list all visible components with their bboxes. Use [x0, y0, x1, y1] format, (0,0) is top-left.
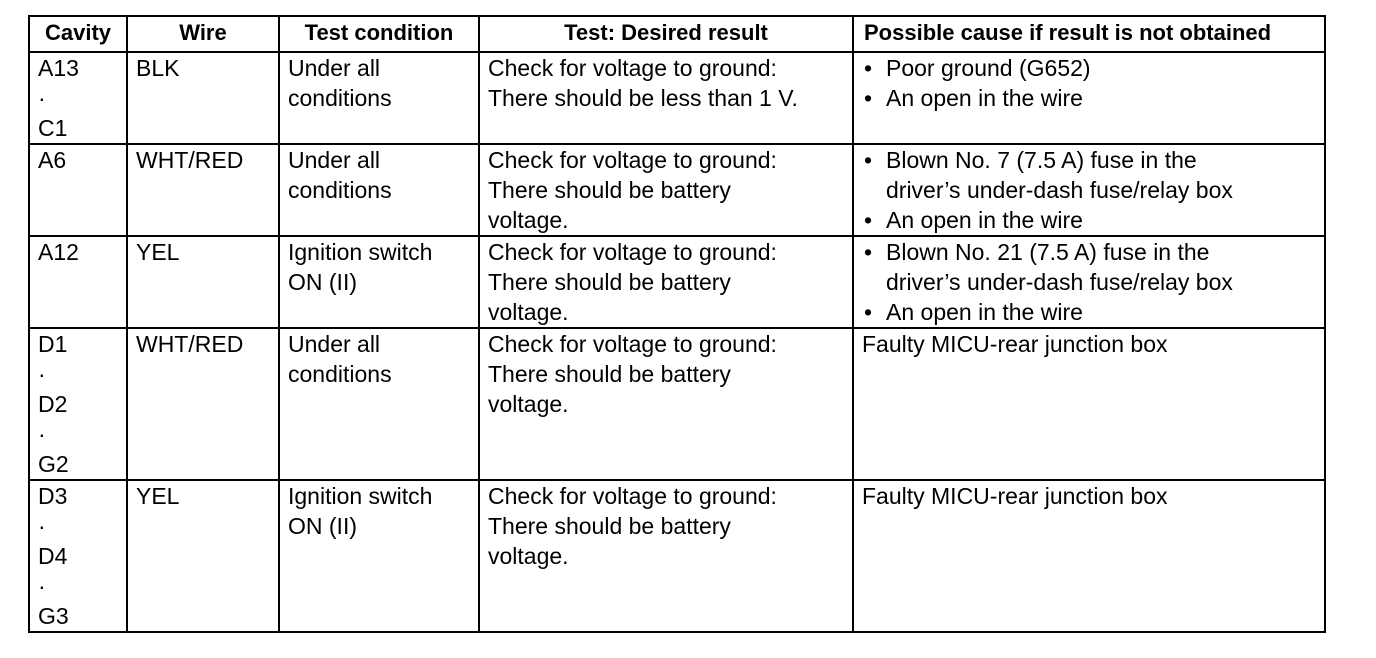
- result-line: There should be battery: [488, 269, 731, 295]
- wire-cell: WHT/RED: [127, 328, 279, 480]
- cause-line: An open in the wire: [886, 299, 1083, 325]
- cavity-label: D1: [38, 331, 68, 357]
- cavity-separator: ·: [38, 361, 46, 387]
- condition-cell: [279, 480, 479, 632]
- cause-line: Blown No. 7 (7.5 A) fuse in the: [886, 147, 1197, 173]
- condition-cell: [279, 52, 479, 144]
- condition-line: Under all: [288, 147, 381, 173]
- cavity-label: G2: [38, 451, 69, 477]
- header-desired-result: Test: Desired result: [479, 16, 853, 52]
- cavity-label: D3: [38, 483, 68, 509]
- cause-line: driver’s under-dash fuse/relay box: [886, 177, 1233, 203]
- possible-cause-cell: [853, 52, 1325, 144]
- condition-line: conditions: [288, 361, 392, 387]
- cause-line: driver’s under-dash fuse/relay box: [886, 269, 1233, 295]
- cause-item: [862, 53, 1316, 83]
- result-line: voltage.: [488, 207, 569, 233]
- result-line: Check for voltage to ground:: [488, 147, 777, 173]
- cause-line: An open in the wire: [886, 207, 1083, 233]
- bullet-icon: •: [864, 299, 873, 325]
- cavity-label: A13: [38, 55, 79, 81]
- cause-line: An open in the wire: [886, 85, 1083, 111]
- possible-cause-cell: Faulty MICU-rear junction box: [853, 480, 1325, 632]
- cause-line: Blown No. 21 (7.5 A) fuse in the: [886, 239, 1210, 265]
- condition-cell: [279, 328, 479, 480]
- bullet-icon: •: [864, 55, 873, 81]
- cavity-label: C1: [38, 115, 68, 141]
- condition-line: ON (II): [288, 513, 357, 539]
- result-line: Check for voltage to ground:: [488, 483, 777, 509]
- header-cavity: Cavity: [29, 16, 127, 52]
- result-line: There should be less than 1 V.: [488, 85, 798, 111]
- cavity-separator: ·: [38, 85, 46, 111]
- cavity-label: D2: [38, 391, 68, 417]
- condition-cell: [279, 236, 479, 328]
- cavity-cell: [29, 480, 127, 632]
- result-line: voltage.: [488, 391, 569, 417]
- header-row: [29, 16, 1325, 52]
- result-line: There should be battery: [488, 177, 731, 203]
- condition-line: Ignition switch: [288, 239, 433, 265]
- condition-line: conditions: [288, 177, 392, 203]
- possible-cause-cell: [853, 236, 1325, 328]
- desired-result-cell: [479, 144, 853, 236]
- result-line: There should be battery: [488, 361, 731, 387]
- cavity-cell: [29, 328, 127, 480]
- cavity-label: A6: [38, 147, 67, 173]
- cavity-label: G3: [38, 603, 69, 629]
- desired-result-cell: [479, 328, 853, 480]
- wire-cell: BLK: [127, 52, 279, 144]
- wire-cell: YEL: [127, 236, 279, 328]
- wire-cell: YEL: [127, 480, 279, 632]
- cavity-cell: [29, 144, 127, 236]
- desired-result-cell: [479, 52, 853, 144]
- cavity-label: D4: [38, 543, 68, 569]
- result-line: voltage.: [488, 299, 569, 325]
- bullet-icon: •: [864, 85, 873, 111]
- result-line: There should be battery: [488, 513, 731, 539]
- table-row: [29, 328, 1325, 480]
- cause-item: [862, 83, 1316, 113]
- header-possible-cause: Possible cause if result is not obtained: [853, 16, 1325, 52]
- cause-line: Poor ground (G652): [886, 55, 1091, 81]
- condition-line: conditions: [288, 85, 392, 111]
- condition-cell: [279, 144, 479, 236]
- table-row: [29, 52, 1325, 144]
- cause-item: [862, 205, 1316, 235]
- cause-item: [862, 145, 1316, 205]
- condition-line: Under all: [288, 55, 381, 81]
- desired-result-cell: [479, 236, 853, 328]
- cavity-separator: ·: [38, 513, 46, 539]
- cavity-separator: ·: [38, 573, 46, 599]
- condition-line: ON (II): [288, 269, 357, 295]
- condition-line: Ignition switch: [288, 483, 433, 509]
- bullet-icon: •: [864, 207, 873, 233]
- table-row: [29, 480, 1325, 632]
- result-line: Check for voltage to ground:: [488, 55, 777, 81]
- possible-cause-cell: Faulty MICU-rear junction box: [853, 328, 1325, 480]
- possible-cause-cell: [853, 144, 1325, 236]
- cavity-separator: ·: [38, 421, 46, 447]
- troubleshooting-table: [28, 15, 1326, 633]
- cavity-cell: [29, 52, 127, 144]
- header-test-condition: Test condition: [279, 16, 479, 52]
- desired-result-cell: [479, 480, 853, 632]
- result-line: voltage.: [488, 543, 569, 569]
- result-line: Check for voltage to ground:: [488, 239, 777, 265]
- cavity-cell: [29, 236, 127, 328]
- table-row: [29, 144, 1325, 236]
- result-line: Check for voltage to ground:: [488, 331, 777, 357]
- cavity-label: A12: [38, 239, 79, 265]
- bullet-icon: •: [864, 147, 873, 173]
- wire-cell: WHT/RED: [127, 144, 279, 236]
- header-wire: Wire: [127, 16, 279, 52]
- cause-item: [862, 237, 1316, 297]
- bullet-icon: •: [864, 239, 873, 265]
- table-row: [29, 236, 1325, 328]
- condition-line: Under all: [288, 331, 381, 357]
- cause-item: [862, 297, 1316, 327]
